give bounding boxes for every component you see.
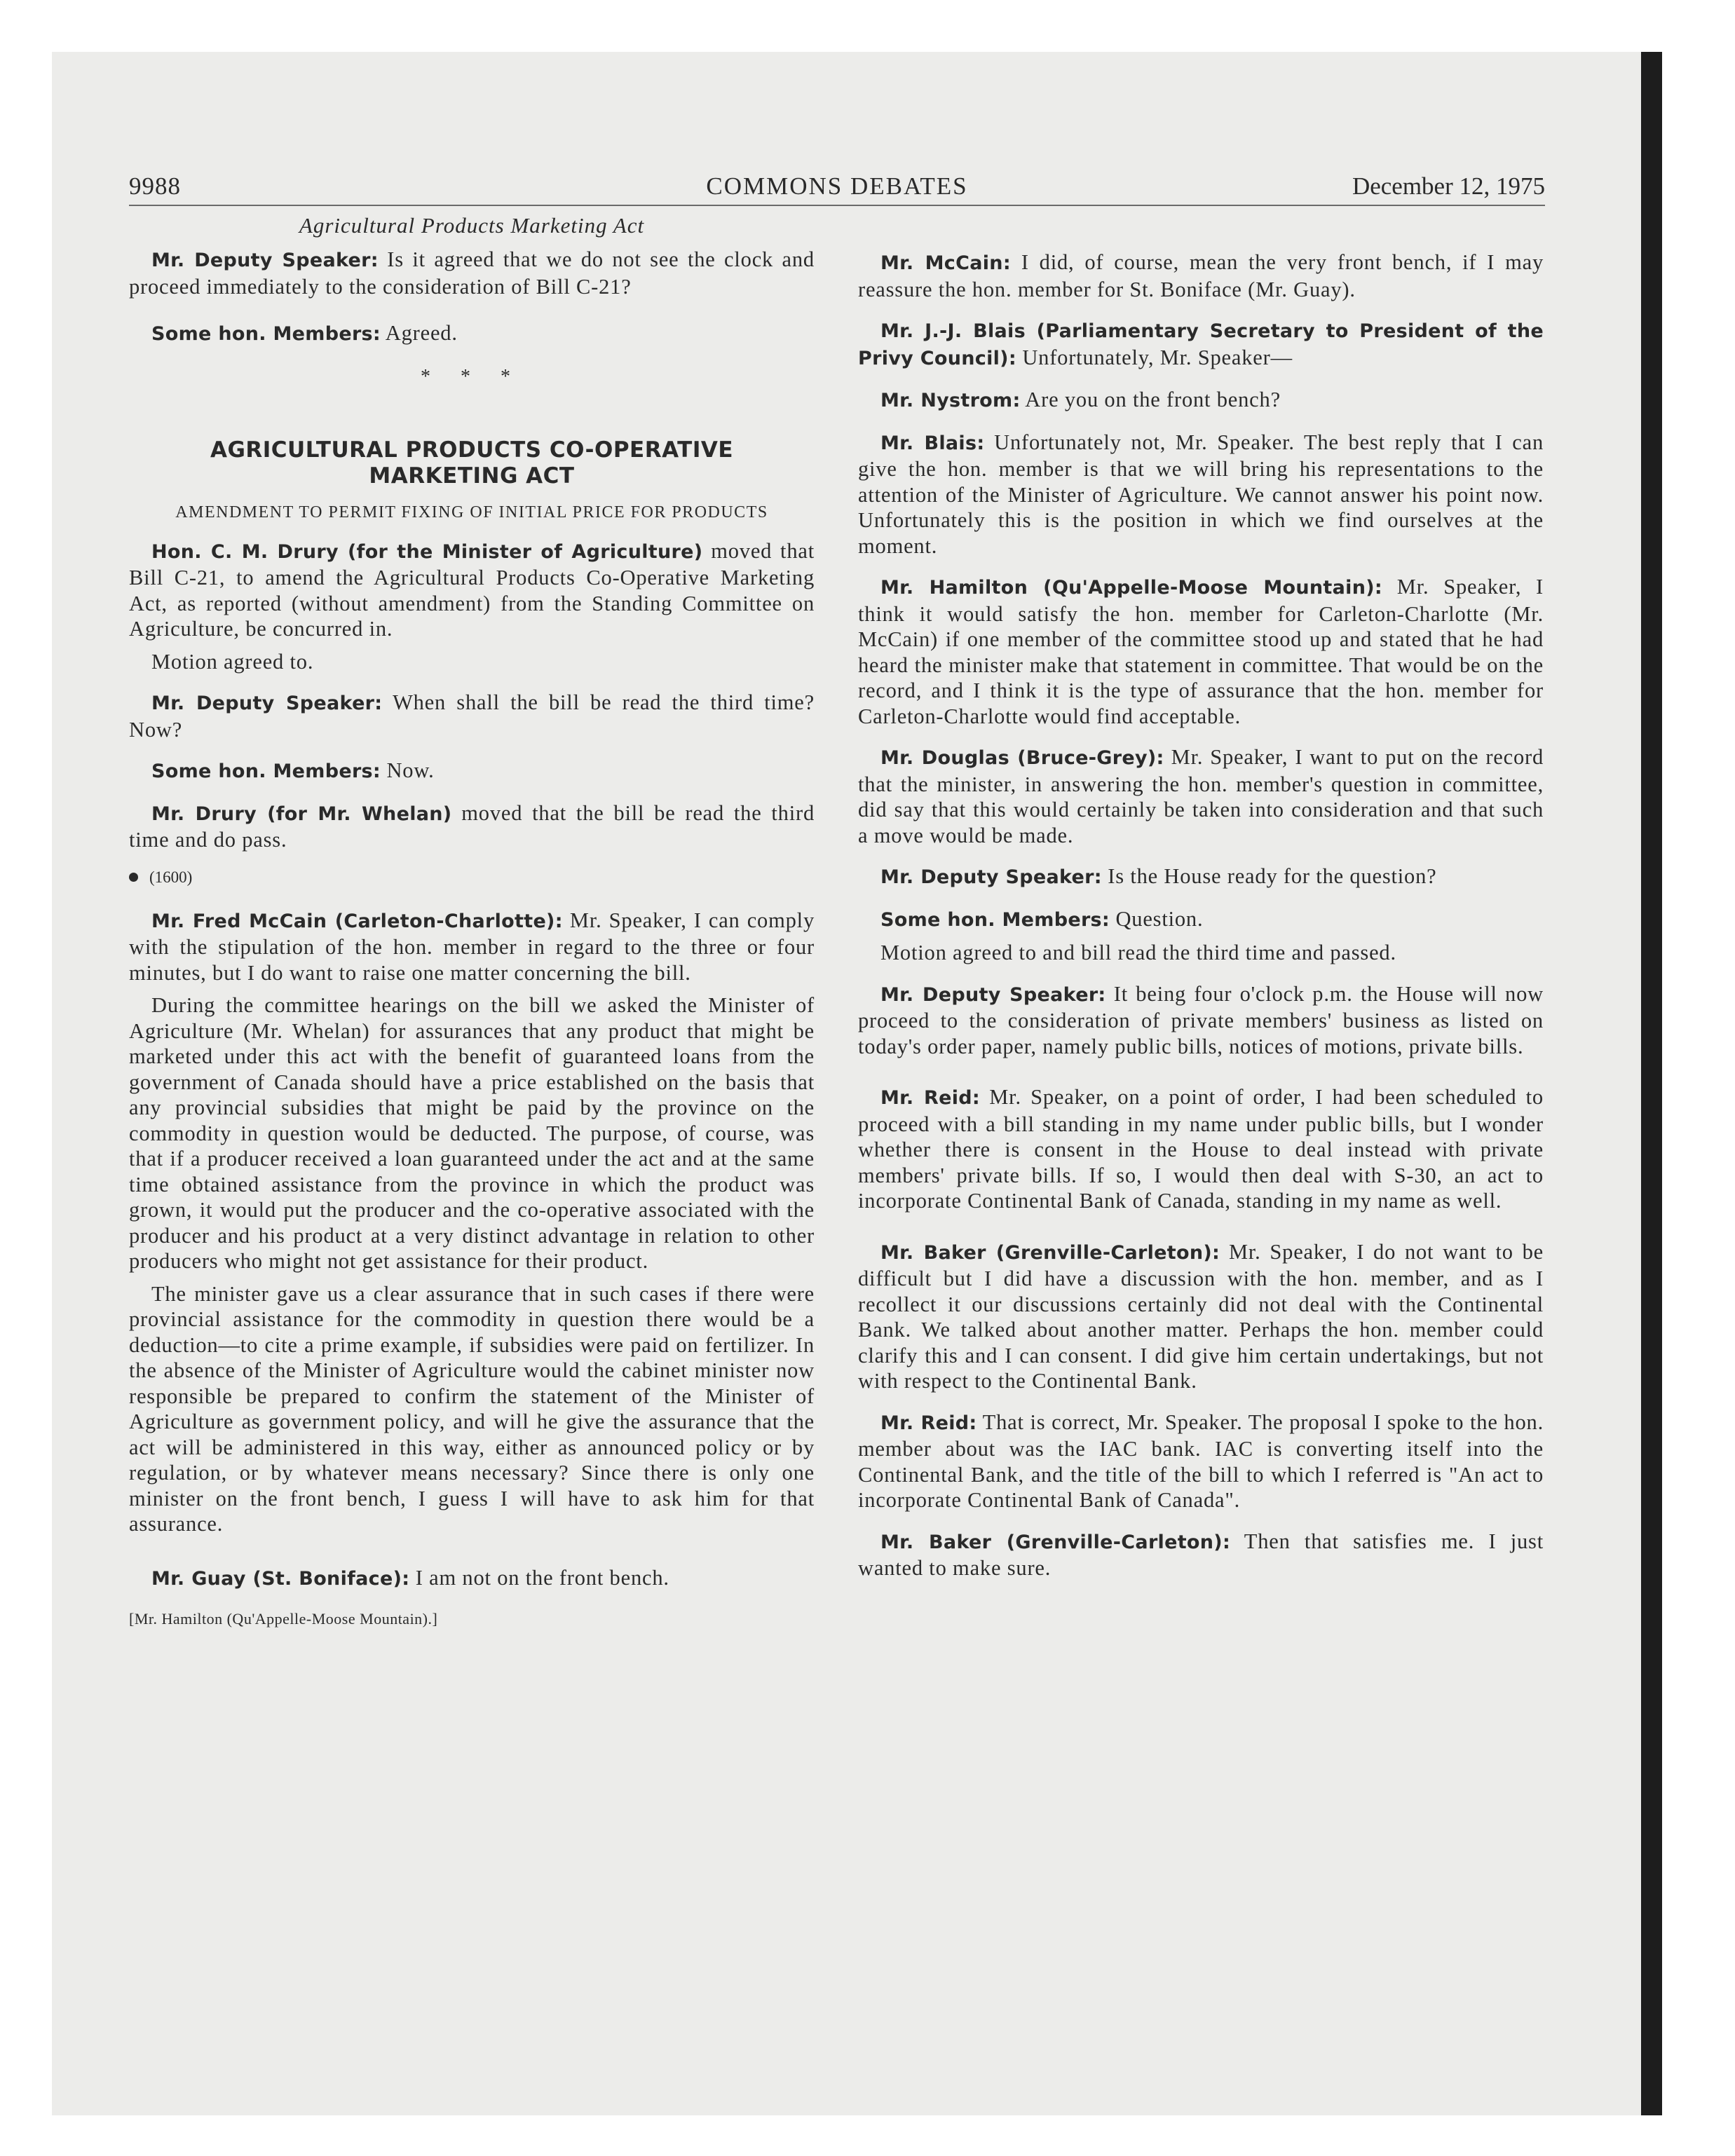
time-marker-label: (1600) [149, 868, 193, 886]
paragraph [858, 864, 1544, 891]
paragraph [129, 247, 815, 299]
running-head: Agricultural Products Marketing Act [299, 213, 645, 238]
journal-title: COMMONS DEBATES [706, 172, 968, 200]
speech-text: I did, of course, mean the very front bench, if I may reassure the hon. member for St. Boniface (Mr. Guay). [858, 250, 1544, 301]
paragraph [129, 800, 815, 853]
document-page [129, 168, 1545, 1628]
speaker-name: Mr. Fred McCain (Carleton-Charlotte): [151, 910, 563, 932]
section-subtitle: AMENDMENT TO PERMIT FIXING OF INITIAL PRICE FOR PRODUCTS [175, 503, 768, 521]
speaker-name: Hon. C. M. Drury (for the Minister of Agriculture) [151, 540, 703, 563]
right-column [858, 250, 1544, 1597]
speech-text: Mr. Speaker, I want to put on the record that the minister, in answering the hon. member's question in committee, did say that this would certainly be taken into consideration and that such a move would be made. [858, 745, 1544, 847]
paragraph [858, 1410, 1544, 1513]
speaker-name: Mr. Deputy Speaker: [880, 866, 1102, 888]
speaker-name: Mr. Nystrom: [880, 390, 1021, 411]
speech-text: Mr. Speaker, I think it would satisfy the hon. member for Carleton-Charlotte (Mr. McCain) if one member of the committee stood up and stated that he had heard the minister make that statement in committee. That would be on the record, and I think it is the type of assurance that the hon. member for Carleton-Charlotte would find acceptable. [858, 575, 1544, 728]
speaker-name: Mr. Reid: [880, 1412, 977, 1434]
bullet-dot-icon [129, 873, 138, 882]
speaker-name: Some hon. Members: [151, 323, 381, 345]
page-number: 9988 [129, 172, 181, 200]
speech-text: Is it agreed that we do not see the clock and proceed immediately to the consideration of Bill C-21? [129, 247, 815, 299]
speaker-name: Some hon. Members: [151, 760, 381, 782]
speech-text: moved that the bill be read the third time and do pass. [129, 800, 815, 852]
speaker-name: Mr. Douglas (Bruce-Grey): [880, 747, 1164, 769]
paragraph [129, 908, 815, 986]
speaker-name: Mr. Guay (St. Boniface): [151, 1567, 410, 1590]
paragraph: The minister gave us a clear assurance that in such cases if there were provincial assistance for the commodity in question there would be a deduction—to cite a prime example, if subsidies were paid on fertilizer. In the absence of the Minister of Agriculture would the cabinet minister now responsible be prepared to confirm the statement of the Minister of Agriculture as government policy, and will he give the assurance that the act will be administered in this way, either as announced policy or by regulation, or by whatever means necessary? Since there is only one minister on the front bench, I guess I will have to ask him for that assurance. [129, 1281, 815, 1536]
paragraph [858, 1084, 1544, 1214]
paragraph: Motion agreed to. [151, 649, 314, 674]
speaker-name: Mr. Deputy Speaker: [151, 250, 379, 271]
left-column [129, 213, 815, 1628]
speaker-name: Mr. Hamilton (Qu'Appelle-Moose Mountain): [880, 577, 1382, 599]
paragraph [858, 430, 1544, 559]
speech-text: Is the House ready for the question? [1101, 864, 1437, 888]
paragraph [858, 981, 1544, 1060]
speech-text: Mr. Speaker, I can comply with the stipulation of the hon. member in regard to the three or four minutes, but I do want to raise one matter concerning the bill. [129, 908, 815, 985]
paragraph [858, 318, 1544, 371]
speech-text: Agreed. [381, 321, 458, 345]
speech-text: Unfortunately, Mr. Speaker— [1016, 345, 1293, 369]
section-title: AGRICULTURAL PRODUCTS CO-OPERATIVE MARKETING ACT [210, 437, 734, 489]
paragraph: During the committee hearings on the bill we asked the Minister of Agriculture (Mr. Whelan) for assurances that any product that might be marketed under this act with the benefit of guaranteed loans from the government of Canada should have a price established on the basis that any provincial subsidies that might be paid by the province on the commodity in question would be deducted. The purpose, of course, was that if a producer received a loan guaranteed under the act and at the same time obtained assistance from the province in which the product was grown, it would put the producer and the co-operative associated with the producer and his product at a very distinct advantage in relation to other producers who might not get assistance for their product. [129, 993, 815, 1273]
speech-text: Mr. Speaker, I do not want to be difficult but I did have a discussion with the hon. member, and as I recollect it our discussions certainly did not deal with the Continental Bank. We talked about another matter. Perhaps the hon. member could clarify this and I can consent. I did give him certain undertakings, but not with respect to the Continental Bank. [858, 1239, 1544, 1393]
speaker-name: Some hon. Members: [880, 908, 1110, 931]
speech-text: Are you on the front bench? [1020, 388, 1281, 411]
speech-text: When shall the bill be read the third time? Now? [129, 690, 815, 742]
paragraph [858, 574, 1544, 729]
paragraph [129, 320, 815, 348]
paragraph [858, 744, 1544, 848]
speech-text: Question. [1110, 906, 1204, 931]
speaker-name: Mr. Blais: [880, 432, 985, 454]
scan-edge-bar [1641, 52, 1662, 2115]
speech-text: I am not on the front bench. [409, 1565, 669, 1590]
speech-text: Then that satisfies me. I just wanted to make sure. [858, 1529, 1544, 1580]
speaker-name: Mr. Drury (for Mr. Whelan) [151, 803, 452, 825]
paragraph [858, 1239, 1544, 1394]
paragraph [858, 1529, 1544, 1581]
speaker-name: Mr. Reid: [880, 1087, 980, 1109]
speaker-name: Mr. Baker (Grenville-Carleton): [880, 1241, 1220, 1264]
speaker-name: Mr. McCain: [880, 252, 1011, 274]
speech-text: Unfortunately not, Mr. Speaker. The best reply that I can give the hon. member is that we will bring his representations to the attention of the Minister of Agriculture. We cannot answer his point now. Unfortunately this is the position in which we find ourselves at the moment. [858, 430, 1544, 558]
chair-occupant-note: [Mr. Hamilton (Qu'Appelle-Moose Mountain).] [129, 1610, 438, 1628]
speech-text: Mr. Speaker, on a point of order, I had been scheduled to proceed with a bill standing in my name under public bills, but I wonder whether there is consent in the House to deal instead with private members' private bills. If so, I would then deal with S-30, an act to incorporate Continental Bank of Canada, standing in my name as well. [858, 1085, 1544, 1213]
paragraph: Motion agreed to and bill read the third time and passed. [880, 941, 1396, 964]
speech-text: moved that Bill C-21, to amend the Agricultural Products Co-Operative Marketing Act, as reported (without amendment) from the Standing Committee on Agriculture, be concurred in. [129, 538, 815, 641]
time-marker [129, 868, 815, 887]
paragraph [129, 758, 815, 785]
speaker-name: Mr. Deputy Speaker: [151, 692, 383, 714]
speaker-name: Mr. Baker (Grenville-Carleton): [880, 1531, 1231, 1553]
paragraph [858, 250, 1544, 302]
paragraph [129, 690, 815, 742]
issue-date: December 12, 1975 [1352, 172, 1545, 200]
paragraph [858, 387, 1544, 414]
paragraph [129, 1565, 815, 1592]
paragraph [129, 538, 815, 642]
speaker-name: Mr. Deputy Speaker: [880, 983, 1106, 1006]
paragraph [858, 906, 1544, 934]
speech-text: It being four o'clock p.m. the House will now proceed to the consideration of private members' business as listed on today's order paper, namely public bills, notices of motions, private bills. [858, 981, 1544, 1058]
speaker-name: Mr. J.-J. Blais (Parliamentary Secretary to President of the Privy Council): [858, 320, 1544, 369]
section-separator: * * * [421, 365, 523, 388]
speech-text: Now. [381, 758, 435, 782]
speech-text: That is correct, Mr. Speaker. The proposal I spoke to the hon. member about was the IAC bank. IAC is converting itself into the Continental Bank, and the title of the bill to which I referred is "An act to incorporate Continental Bank of Canada". [858, 1410, 1544, 1512]
page-header [129, 168, 1545, 206]
